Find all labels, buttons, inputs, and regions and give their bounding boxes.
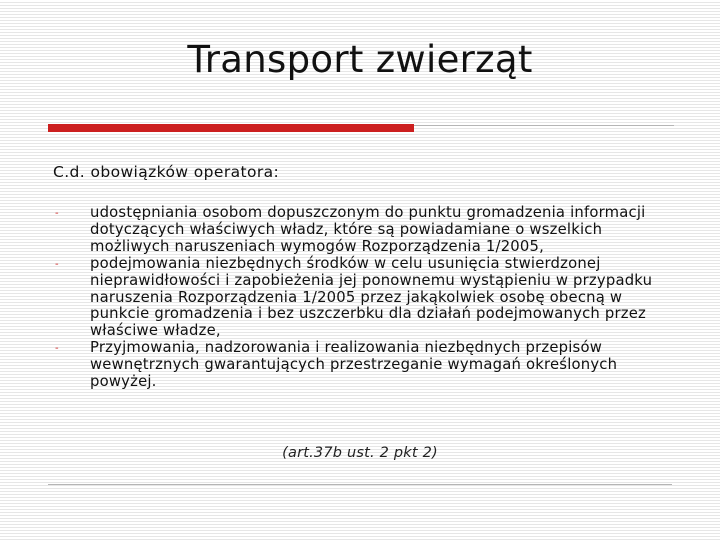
bullet-text: Przyjmowania, nadzorowania i realizowania niezbędnych przepisów wewnętrznych gwarantujących przestrzeganie wymagań określonych powyżej. (90, 339, 618, 391)
legal-citation: (art.37b ust. 2 pkt 2) (282, 445, 438, 461)
bullet-marker: - (55, 208, 59, 219)
section-heading: C.d. obowiązków operatora: (53, 163, 280, 181)
title-underline-rule (414, 125, 674, 126)
bullet-item (55, 340, 670, 391)
bullet-marker: - (55, 343, 59, 355)
bullet-item (55, 205, 670, 256)
bullet-list (55, 205, 670, 391)
bullet-item (55, 256, 670, 341)
bullet-text: podejmowania niezbędnych środków w celu usunięcia stwierdzonej nieprawidłowości i zapobieżenia jej ponownemu wystąpieniu w przypadku naruszenia Rozporządzenia 1/2005 przez jakąkolwiek osobę obecną w punkcie gromadzenia i bez uszczerbku dla działań podejmowanych przez właściwe władze, (90, 254, 653, 340)
bullet-text: udostępniania osobom dopuszczonym do punktu gromadzenia informacji dotyczących właściwych władz, które są powiadamiane o wszelkich możliwych naruszeniach wymogów Rozporządzenia 1/2005, (90, 204, 646, 255)
bullet-marker: - (55, 258, 59, 270)
footer-rule (48, 484, 672, 485)
slide-title: Transport zwierząt (187, 38, 533, 81)
title-underline-accent (48, 124, 414, 132)
